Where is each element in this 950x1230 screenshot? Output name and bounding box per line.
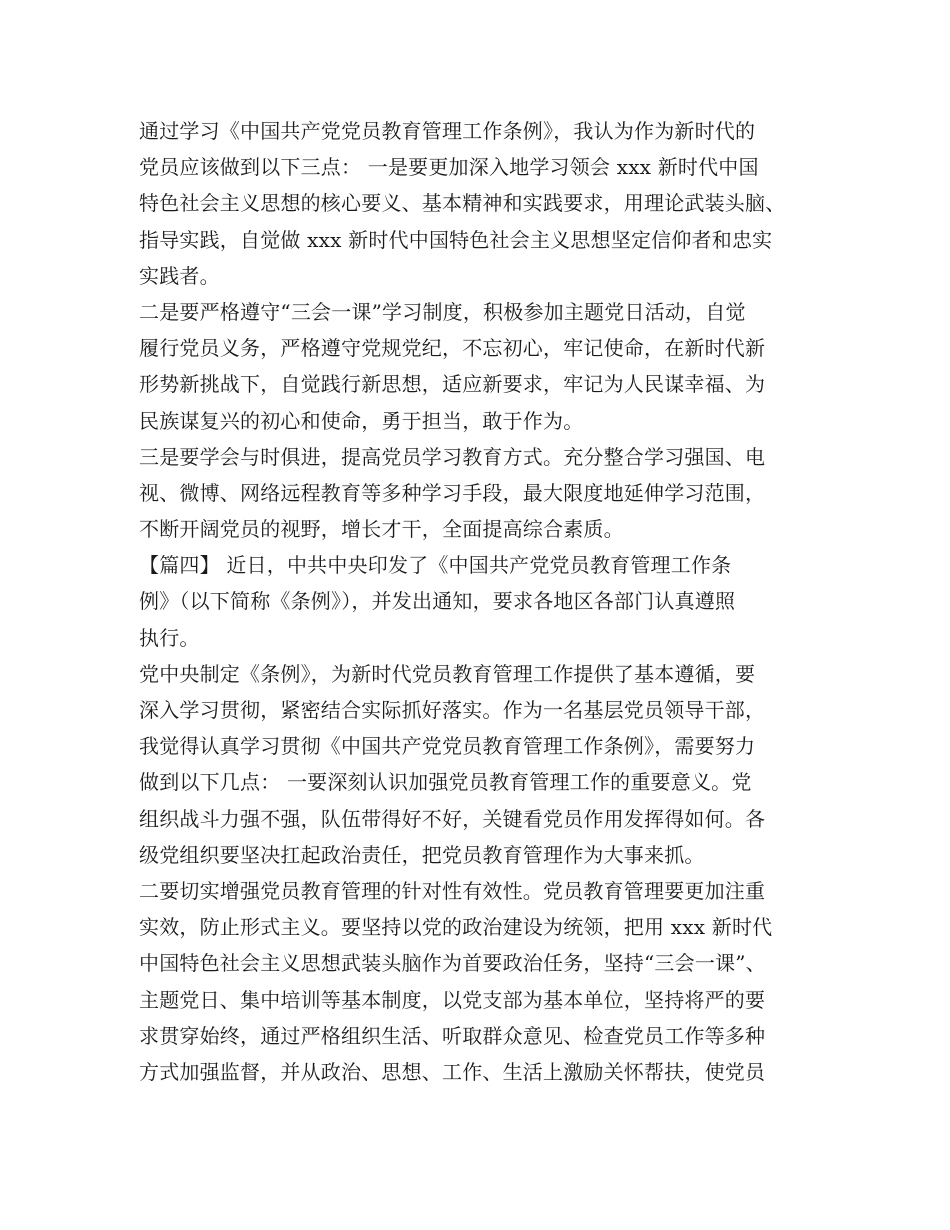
text-line: 二要切实增强党员教育管理的针对性有效性。党员教育管理要更加注重 bbox=[139, 878, 766, 903]
text-line: 求贯穿始终，通过严格组织生活、听取群众意见、检查党员工作等多种 bbox=[139, 1023, 766, 1048]
text-line: 级党组织要坚决扛起政治责任，把党员教育管理作为大事来抓。 bbox=[139, 842, 705, 867]
text-line: 二是要严格遵守“三会一课”学习制度，积极参加主题党日活动，自觉 bbox=[139, 299, 746, 324]
text-line: 深入学习贯彻，紧密结合实际抓好落实。作为一名基层党员领导干部， bbox=[139, 698, 766, 722]
text-line: 形势新挑战下，自觉践行新思想，适应新要求，牢记为人民谋幸福、为 bbox=[139, 372, 766, 397]
text-line: 例》（以下简称《条例》），并发出通知，要求各地区各部门认真遵照 bbox=[139, 589, 736, 614]
text-line: 方式加强监督，并从政治、思想、工作、生活上激励关怀帮扶，使党员 bbox=[139, 1059, 766, 1084]
text-line: 指导实践，自觉做 xxx 新时代中国特色社会主义思想坚定信仰者和忠实 bbox=[139, 227, 773, 252]
text-line: 通过学习《中国共产党党员教育管理工作条例》，我认为作为新时代的 bbox=[139, 119, 756, 143]
text-line: 执行。 bbox=[139, 625, 200, 650]
section-heading-line: 【篇四】 近日，中共中央印发了《中国共产党党员教育管理工作条 bbox=[139, 553, 732, 578]
text-line: 履行党员义务，严格遵守党规党纪，不忘初心，牢记使命，在新时代新 bbox=[139, 336, 766, 361]
text-line: 实践者。 bbox=[139, 263, 220, 288]
body-text bbox=[139, 113, 839, 1090]
text-line: 我觉得认真学习贯彻《中国共产党党员教育管理工作条例》，需要努力 bbox=[139, 734, 756, 759]
text-line: 做到以下几点： 一要深刻认识加强党员教育管理工作的重要意义。党 bbox=[139, 770, 752, 795]
text-line: 民族谋复兴的初心和使命，勇于担当，敢于作为。 bbox=[139, 408, 584, 433]
text-line: 视、微博、网络远程教育等多种学习手段，最大限度地延伸学习范围， bbox=[139, 480, 766, 505]
text-line: 党员应该做到以下三点： 一是要更加深入地学习领会 xxx 新时代中国 bbox=[139, 155, 759, 180]
text-line: 实效，防止形式主义。要坚持以党的政治建设为统领，把用 xxx 新时代 bbox=[139, 915, 773, 940]
text-line: 特色社会主义思想的核心要义、基本精神和实践要求，用理论武装头脑、 bbox=[139, 191, 786, 216]
text-line: 党中央制定《条例》，为新时代党员教育管理工作提供了基本遵循，要 bbox=[139, 661, 756, 686]
text-line: 三是要学会与时俱进，提高党员学习教育方式。充分整合学习强国、电 bbox=[139, 444, 766, 469]
text-line: 组织战斗力强不强，队伍带得好不好，关键看党员作用发挥得如何。各 bbox=[139, 806, 766, 831]
text-line: 主题党日、集中培训等基本制度，以党支部为基本单位，坚持将严的要 bbox=[139, 987, 766, 1012]
text-line: 不断开阔党员的视野，增长才干，全面提高综合素质。 bbox=[139, 517, 624, 542]
text-line: 中国特色社会主义思想武装头脑作为首要政治任务，坚持“三会一课”、 bbox=[139, 951, 766, 976]
